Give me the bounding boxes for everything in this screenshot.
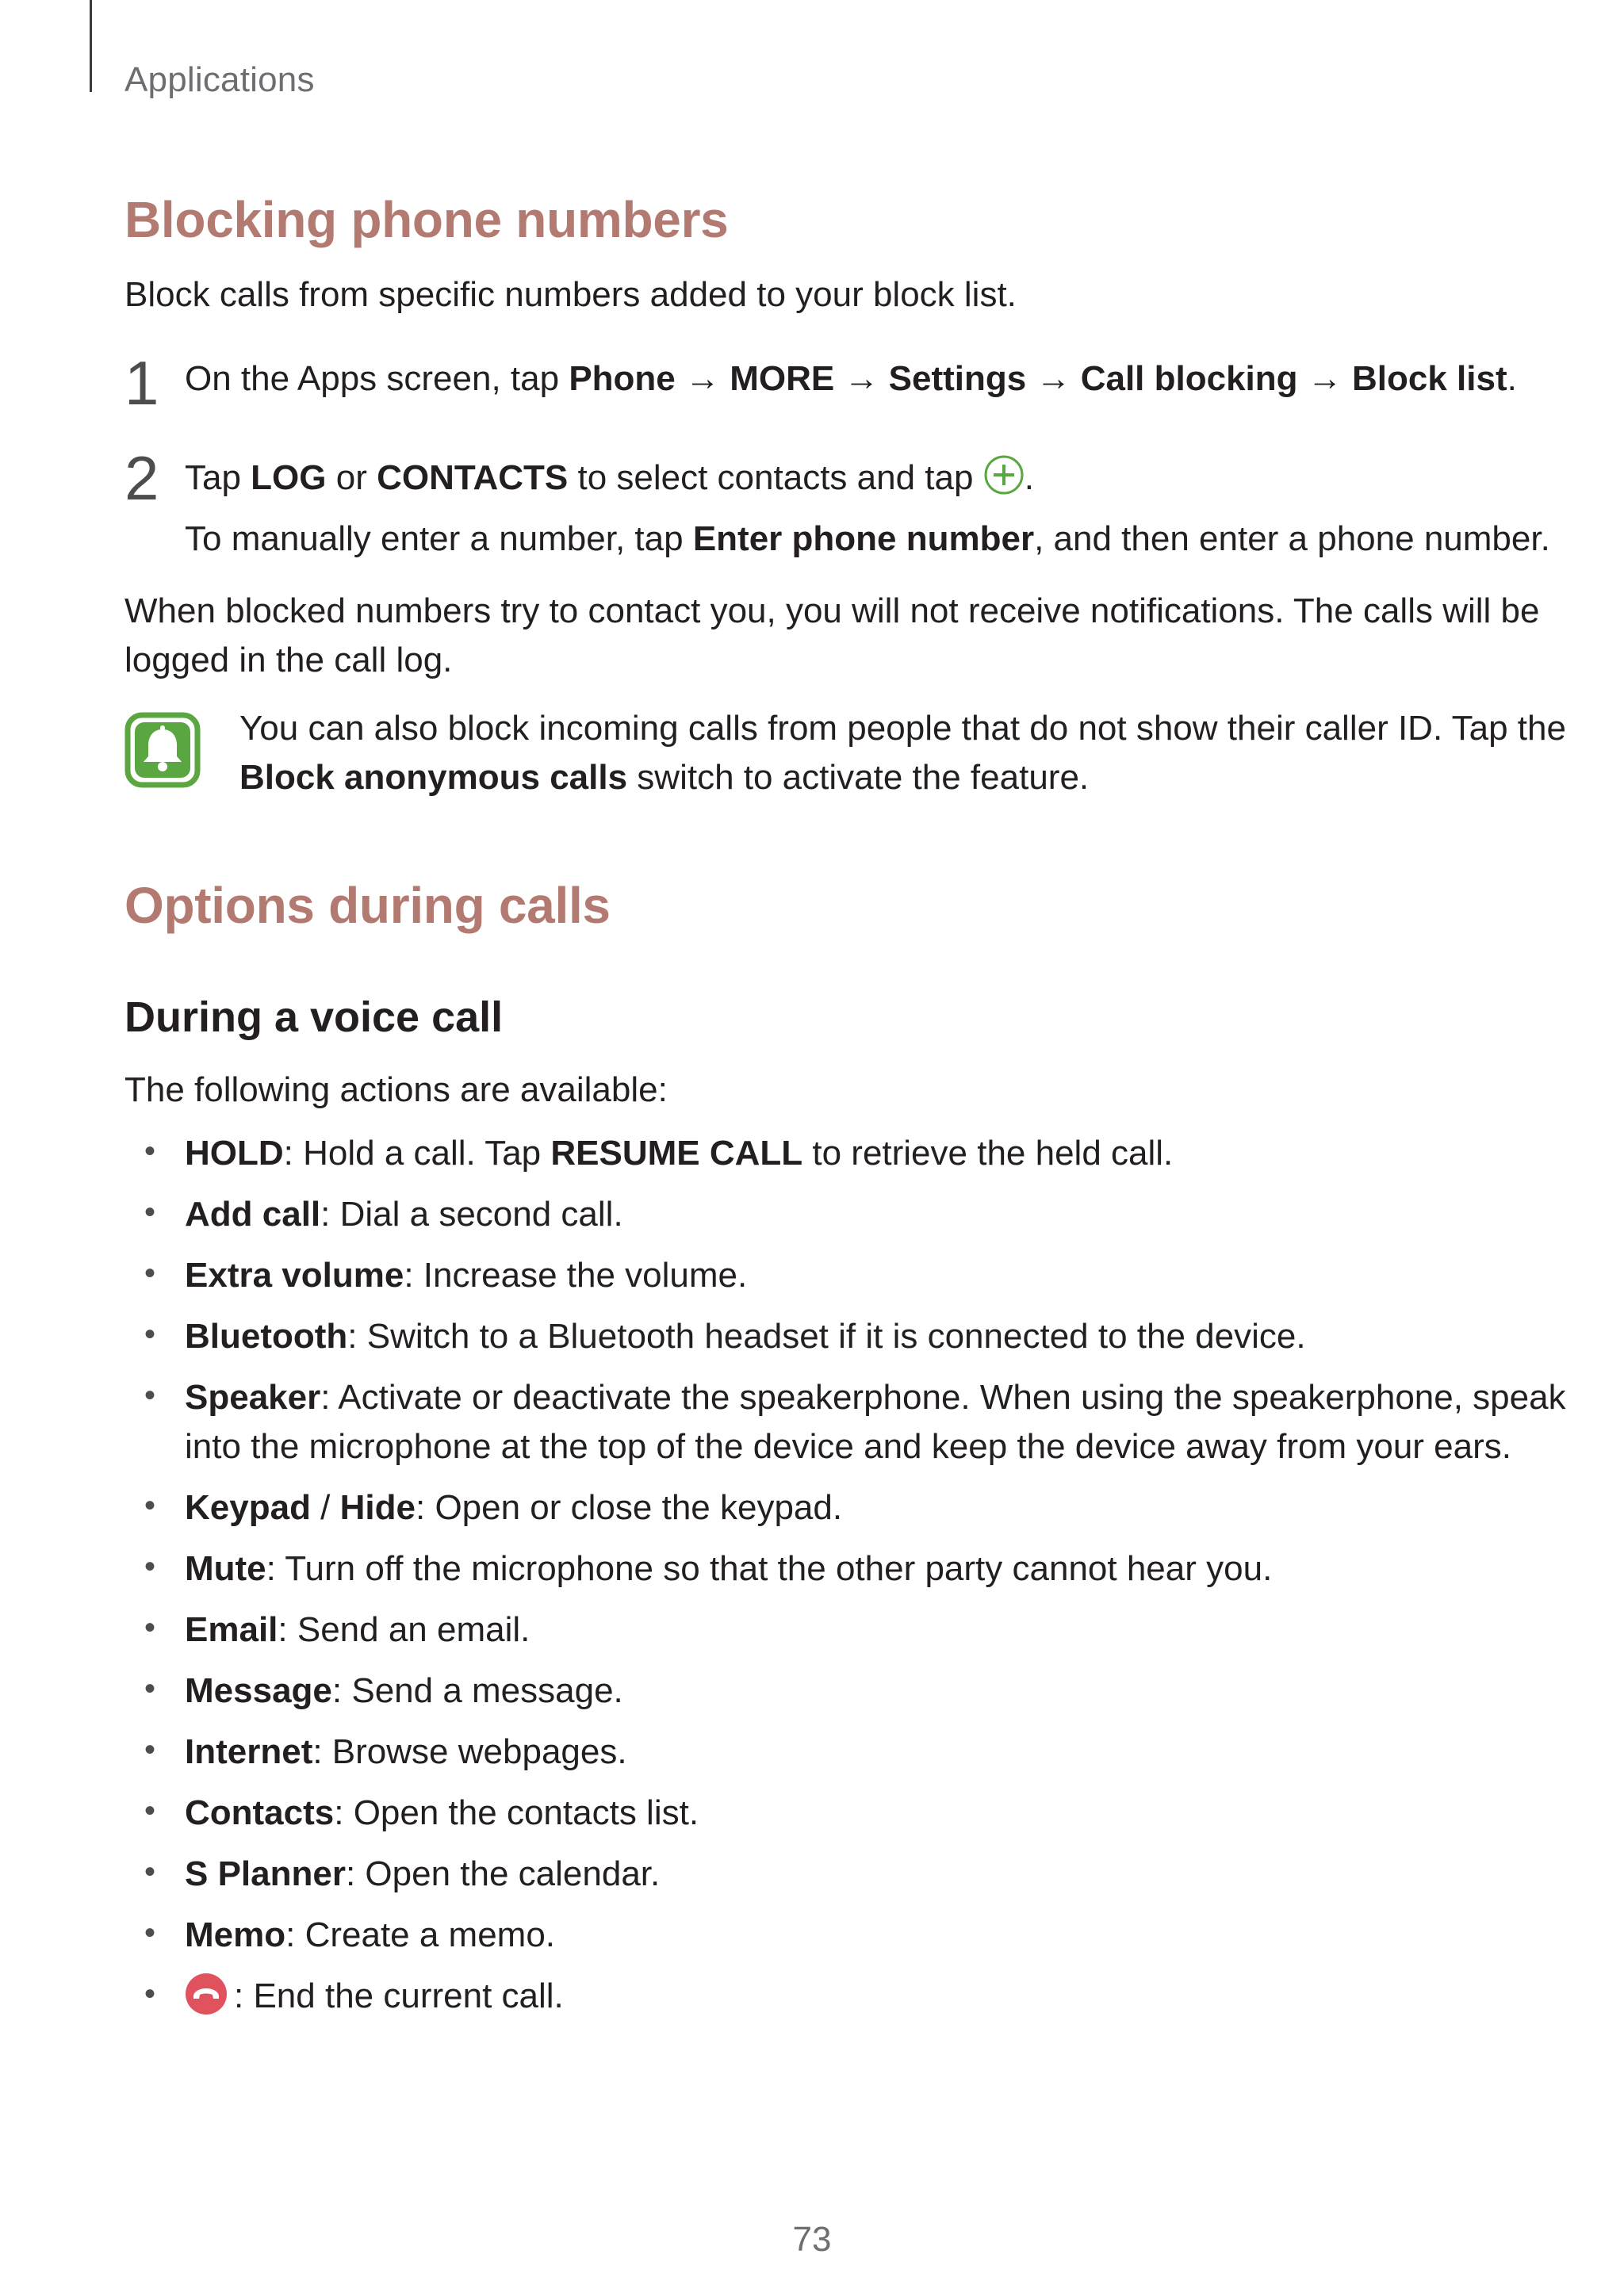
bullet-marker: • xyxy=(144,1610,156,1645)
bullet-marker: • xyxy=(144,1134,156,1169)
step-2-text: Tap LOG or CONTACTS to select contacts and tap . xyxy=(185,454,1034,498)
list-item: Keypad / Hide: Open or close the keypad. xyxy=(185,1488,843,1527)
section-label: Applications xyxy=(124,60,315,99)
bullet-marker: • xyxy=(144,1793,156,1828)
end-call-icon xyxy=(185,1973,228,2015)
header-rule xyxy=(90,0,92,92)
bullet-marker: • xyxy=(144,1671,156,1706)
list-item: Message: Send a message. xyxy=(185,1671,623,1710)
bullet-marker: • xyxy=(144,1549,156,1584)
list-item: HOLD: Hold a call. Tap RESUME CALL to retrieve the held call. xyxy=(185,1134,1174,1173)
list-item: Memo: Create a memo. xyxy=(185,1915,556,1954)
step-number-2: 2 xyxy=(124,443,159,513)
bullet-marker: • xyxy=(144,1915,156,1950)
step-1-text: On the Apps screen, tap Phone → MORE → Settings → Call blocking → Block list. xyxy=(185,359,1517,398)
blocking-para-line-2: logged in the call log. xyxy=(124,641,453,679)
list-item: Internet: Browse webpages. xyxy=(185,1732,627,1771)
list-item: Mute: Turn off the microphone so that the other party cannot hear you. xyxy=(185,1549,1273,1588)
step-2-subtext: To manually enter a number, tap Enter phone number, and then enter a phone number. xyxy=(185,519,1550,558)
subsection-title-voice-call: During a voice call xyxy=(124,993,504,1041)
list-item: Contacts: Open the contacts list. xyxy=(185,1793,699,1832)
step-number-1: 1 xyxy=(124,348,159,418)
bullet-marker: • xyxy=(144,1976,156,2011)
bell-notice-icon xyxy=(124,712,201,788)
list-item: S Planner: Open the calendar. xyxy=(185,1854,661,1893)
section-title-blocking: Blocking phone numbers xyxy=(124,191,729,248)
list-item: Bluetooth: Switch to a Bluetooth headset if it is connected to the device. xyxy=(185,1317,1306,1356)
list-item: Extra volume: Increase the volume. xyxy=(185,1256,748,1295)
bullet-marker: • xyxy=(144,1488,156,1523)
list-item: Add call: Dial a second call. xyxy=(185,1195,623,1234)
bullet-marker: • xyxy=(144,1854,156,1889)
bullet-marker: • xyxy=(144,1256,156,1291)
list-item: Speaker: Activate or deactivate the speakerphone. When using the speakerphone, speak into the microphone at the top of the device and keep the device away from your ears. xyxy=(185,1378,1566,1466)
section-title-options: Options during calls xyxy=(124,877,611,934)
list-item: Email: Send an email. xyxy=(185,1610,530,1649)
list-item: : End the current call. xyxy=(185,1972,564,2021)
blocking-intro: Block calls from specific numbers added to your block list. xyxy=(124,275,1017,314)
note-text: You can also block incoming calls from people that do not show their caller ID. Tap the Block anonymous calls switch to activate the feature. xyxy=(239,709,1566,797)
blocking-para-line-1: When blocked numbers try to contact you, you will not receive notifications. The calls will be xyxy=(124,591,1540,630)
page-number: 73 xyxy=(792,2220,832,2259)
bullet-marker: • xyxy=(144,1195,156,1230)
bullet-marker: • xyxy=(144,1378,156,1413)
options-intro: The following actions are available: xyxy=(124,1070,668,1109)
plus-circle-icon xyxy=(983,454,1025,496)
bullet-marker: • xyxy=(144,1317,156,1352)
bullet-marker: • xyxy=(144,1732,156,1767)
